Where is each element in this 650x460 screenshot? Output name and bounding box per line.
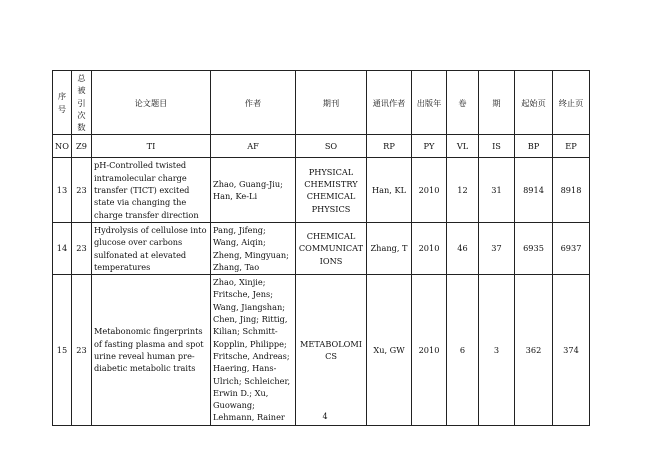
row-corresp: Zhang, T <box>367 222 412 274</box>
code-authors: AF <box>211 135 296 158</box>
header-no: 序号 <box>53 71 72 135</box>
header-year: 出版年 <box>412 71 447 135</box>
row-no: 13 <box>53 158 72 222</box>
header-ep: 终止页 <box>553 71 590 135</box>
row-issue: 31 <box>479 158 515 222</box>
code-no: NO <box>53 135 72 158</box>
code-bp: BP <box>515 135 553 158</box>
header-bp: 起始页 <box>515 71 553 135</box>
row-no: 15 <box>53 275 72 426</box>
row-journal: PHYSICAL CHEMISTRY CHEMICAL PHYSICS <box>296 158 367 222</box>
header-row-codes <box>53 135 590 158</box>
citation-table <box>52 70 590 426</box>
row-authors: Pang, Jifeng; Wang, Aiqin; Zheng, Mingyuan; Zhang, Tao <box>211 222 296 274</box>
row-authors: Zhao, Xinjie; Fritsche, Jens; Wang, Jiangshan; Chen, Jing; Rittig, Kilian; Schmitt-Kopplin, Philippe; Fritsche, Andreas; Haering, Hans-Ulrich; Schleicher, Erwin D.; Xu, Guowang; Lehmann, Rainer <box>211 275 296 426</box>
row-year: 2010 <box>412 158 447 222</box>
row-cites: 23 <box>72 275 92 426</box>
row-title: pH-Controlled twisted intramolecular charge transfer (TICT) excited state via changing the charge transfer direction <box>92 158 211 222</box>
row-corresp: Xu, GW <box>367 275 412 426</box>
code-title: TI <box>92 135 211 158</box>
code-year: PY <box>412 135 447 158</box>
row-year: 2010 <box>412 222 447 274</box>
row-no: 14 <box>53 222 72 274</box>
row-issue: 37 <box>479 222 515 274</box>
row-ep: 8918 <box>553 158 590 222</box>
row-corresp: Han, KL <box>367 158 412 222</box>
code-issue: IS <box>479 135 515 158</box>
table-row <box>53 275 590 426</box>
row-issue: 3 <box>479 275 515 426</box>
row-cites: 23 <box>72 222 92 274</box>
header-journal: 期刊 <box>296 71 367 135</box>
page-number: 4 <box>322 412 328 421</box>
row-volume: 46 <box>447 222 479 274</box>
header-volume: 卷 <box>447 71 479 135</box>
row-title: Hydrolysis of cellulose into glucose over carbons sulfonated at elevated temperatures <box>92 222 211 274</box>
row-journal: METABOLOMICS <box>296 275 367 426</box>
row-cites: 23 <box>72 158 92 222</box>
code-journal: SO <box>296 135 367 158</box>
row-bp: 8914 <box>515 158 553 222</box>
code-ep: EP <box>553 135 590 158</box>
header-issue: 期 <box>479 71 515 135</box>
row-ep: 374 <box>553 275 590 426</box>
row-bp: 362 <box>515 275 553 426</box>
row-title: Metabonomic fingerprints of fasting plasma and spot urine reveal human pre-diabetic metabolic traits <box>92 275 211 426</box>
header-cites: 总被引次数 <box>72 71 92 135</box>
row-year: 2010 <box>412 275 447 426</box>
code-volume: VL <box>447 135 479 158</box>
row-ep: 6937 <box>553 222 590 274</box>
row-volume: 12 <box>447 158 479 222</box>
row-volume: 6 <box>447 275 479 426</box>
row-authors: Zhao, Guang-Jiu; Han, Ke-Li <box>211 158 296 222</box>
header-corresp: 通讯作者 <box>367 71 412 135</box>
code-cites: Z9 <box>72 135 92 158</box>
header-row-chinese <box>53 71 590 135</box>
header-title: 论文题目 <box>92 71 211 135</box>
table-row <box>53 158 590 222</box>
code-corresp: RP <box>367 135 412 158</box>
header-authors: 作者 <box>211 71 296 135</box>
row-journal: CHEMICAL COMMUNICATIONS <box>296 222 367 274</box>
table-row <box>53 222 590 274</box>
row-bp: 6935 <box>515 222 553 274</box>
